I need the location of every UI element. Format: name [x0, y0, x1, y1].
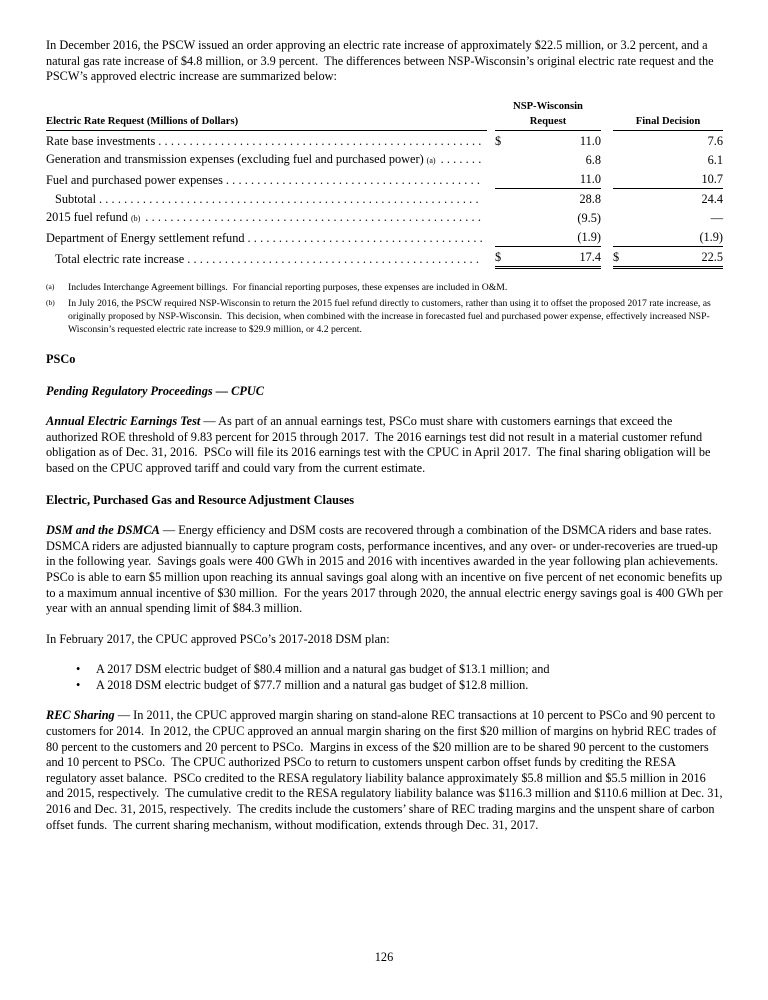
row-label: Generation and transmission expenses (excluding fuel and purchased power)	[46, 152, 424, 167]
paragraph-lead: DSM and the DSMCA	[46, 523, 160, 538]
currency-symbol	[495, 169, 511, 189]
dot-leader	[99, 192, 482, 208]
adjustment-clauses-heading: Electric, Purchased Gas and Resource Adjustment Clauses	[46, 492, 354, 507]
list-item-text: A 2017 DSM electric budget of $80.4 million and a natural gas budget of $13.1 million; and	[96, 662, 550, 677]
rec-sharing-paragraph	[46, 708, 726, 833]
footnote-ref: (a)	[426, 156, 436, 166]
currency-symbol	[613, 150, 629, 169]
currency-symbol	[613, 208, 629, 227]
paragraph-text: In December 2016, the PSCW issued an order approving an electric rate increase of approximately $22.5 million, or 3.2 percent, and a natural gas rate increase of $4.8 million, or 3.9 percent. The differences between NSP-Wisconsin’s original electric rate request and the PSCW’s approved electric increase are summarized below:	[46, 38, 717, 84]
row-label: Rate base investments	[46, 134, 156, 149]
paragraph-text: — Energy efficiency and DSM costs are recovered through a combination of the DSMCA riders and base rates. DSMCA riders are adjusted biannually to capture program costs, performance incentives, and any over- or under-recoveries are trued-up in the following year. Savings goals were 400 GWh in 2015 and 2016 with incentives awarded in the year following plan achievements. PSCo is able to earn $5 million upon reaching its annual savings goal along with an incentive on five percent of net economic benefits up to a maximum annual incentive of $30 million. For the years 2017 through 2020, the annual electric energy savings goal is 400 GWh per year with an annual spending limit of $84.3 million.	[46, 523, 726, 616]
bullet-icon: •	[76, 677, 81, 692]
paragraph-lead: REC Sharing	[46, 708, 115, 723]
table-footnotes	[46, 281, 723, 336]
currency-symbol	[613, 227, 629, 247]
table-row	[46, 130, 723, 150]
currency-symbol	[613, 169, 629, 189]
dot-leader	[441, 152, 482, 168]
cell-value: 10.7	[629, 169, 723, 189]
cell-value: 28.8	[579, 192, 601, 207]
table-row	[46, 208, 723, 227]
cell-value: —	[710, 211, 723, 226]
currency-symbol	[495, 150, 511, 169]
currency-symbol: $	[494, 134, 502, 149]
dot-leader	[187, 252, 482, 268]
psco-heading: PSCo	[46, 351, 76, 366]
currency-symbol	[495, 208, 511, 227]
dot-leader	[248, 231, 482, 247]
dot-leader	[158, 134, 482, 150]
table-row	[46, 150, 723, 169]
paragraph-text: — As part of an annual earnings test, PSCo must share with customers earnings that exceed the authorized ROE threshold of 9.83 percent for 2015 through 2017. The 2016 earnings test did not result in a material customer refund obligation as of Dec. 31, 2016. PSCo will file its 2016 earnings test with the CPUC in April 2017. The final sharing obligation will be based on the CPUC approved tariff and could vary from the current estimate.	[46, 414, 714, 475]
cell-value: (1.9)	[629, 227, 723, 247]
cell-value: 11.0	[511, 169, 601, 189]
cell-value: 7.6	[707, 134, 723, 149]
row-label: Total electric rate increase	[55, 251, 185, 266]
column-gap	[487, 99, 495, 131]
pending-proceedings-heading: Pending Regulatory Proceedings — CPUC	[46, 383, 264, 398]
table-header-row	[46, 99, 723, 131]
footnote-marker: (b)	[46, 297, 55, 307]
cell-value: (9.5)	[577, 211, 601, 226]
column-gap	[601, 99, 613, 131]
table-row-subtotal	[46, 188, 723, 208]
currency-symbol	[613, 188, 629, 208]
table-title: Electric Rate Request (Millions of Dollars)	[46, 99, 487, 131]
currency-symbol: $	[495, 246, 511, 267]
bullet-icon: •	[76, 662, 81, 677]
dsm-plan-intro: In February 2017, the CPUC approved PSCo’s 2017-2018 DSM plan:	[46, 631, 390, 646]
cell-value: 17.4	[511, 246, 601, 267]
currency-symbol	[495, 188, 511, 208]
row-label: Fuel and purchased power expenses	[46, 172, 223, 187]
row-label: Subtotal	[55, 192, 96, 207]
page-number: 126	[374, 950, 394, 965]
footnote-text: In July 2016, the PSCW required NSP-Wisconsin to return the 2015 fuel refund directly to customers, rather than using it to offset the proposed 2017 rate increase, as originally proposed by NSP-Wisconsin. This decision, when combined with the increase in forecasted fuel and purchased power expense, effectively increased NSP-Wisconsin’s requested electric rate increase to $29.9 million, or 4.2 percent.	[68, 297, 714, 335]
cell-value: 6.1	[707, 153, 723, 168]
paragraph-text: — In 2011, the CPUC approved margin sharing on stand-alone REC transactions at 10 percent to PSCo and 90 percent to customers for 2014. In 2012, the CPUC approved an annual margin sharing on the first $20 million of margins on hybrid REC trades of 80 percent to the customers and 20 percent to PSCo. Margins in excess of the $20 million are to be shared 90 percent to the customers and 10 percent to PSCo. The CPUC authorized PSCo to return to customers unspent carbon offset funds by crediting the RESA regulatory asset balance. PSCo credited to the RESA regulatory liability balance approximately $5.8 million and $5.5 million in 2016 and 2015, respectively. The cumulative credit to the RESA regulatory liability balance was $116.3 million and $110.6 million at Dec. 31, 2016 and Dec. 31, 2015, respectively. The credits include the customers’ share of REC trading margins and the unspent share of carbon offset funds. The current sharing mechanism, without modification, extends through Dec. 31, 2017.	[46, 708, 726, 832]
column-header-final-decision: Final Decision	[613, 99, 723, 131]
footnote-marker: (a)	[46, 281, 55, 291]
cell-value: 6.8	[585, 153, 601, 168]
table-row	[46, 169, 723, 189]
list-item	[46, 662, 723, 678]
paragraph-lead: Annual Electric Earnings Test	[46, 414, 201, 429]
table-row	[46, 227, 723, 247]
annual-earnings-test-paragraph	[46, 414, 723, 476]
list-item	[46, 678, 723, 694]
footnote-text: Includes Interchange Agreement billings. For financial reporting purposes, these expenses are included in O&M.	[68, 281, 508, 293]
dot-leader	[145, 210, 482, 226]
footnote-a	[46, 281, 723, 294]
intro-paragraph	[46, 38, 723, 85]
electric-rate-table	[46, 99, 723, 269]
table-row-total	[46, 246, 723, 267]
list-item-text: A 2018 DSM electric budget of $77.7 million and a natural gas budget of $12.8 million.	[96, 677, 529, 692]
footnote-ref: (b)	[130, 214, 141, 224]
dsm-bullet-list	[46, 662, 723, 693]
dot-leader	[226, 173, 482, 189]
cell-value: 11.0	[579, 134, 601, 149]
currency-symbol	[495, 227, 511, 247]
dsm-paragraph	[46, 523, 726, 617]
column-header-nsp-wisconsin-request: NSP-Wisconsin Request	[495, 99, 601, 131]
currency-symbol: $	[613, 246, 629, 267]
cell-value: (1.9)	[511, 227, 601, 247]
currency-symbol	[613, 130, 629, 150]
cell-value: 22.5	[629, 246, 723, 267]
cell-value: 24.4	[701, 192, 723, 207]
row-label: 2015 fuel refund	[46, 210, 128, 225]
row-label: Department of Energy settlement refund	[46, 230, 245, 245]
footnote-b	[46, 297, 723, 336]
